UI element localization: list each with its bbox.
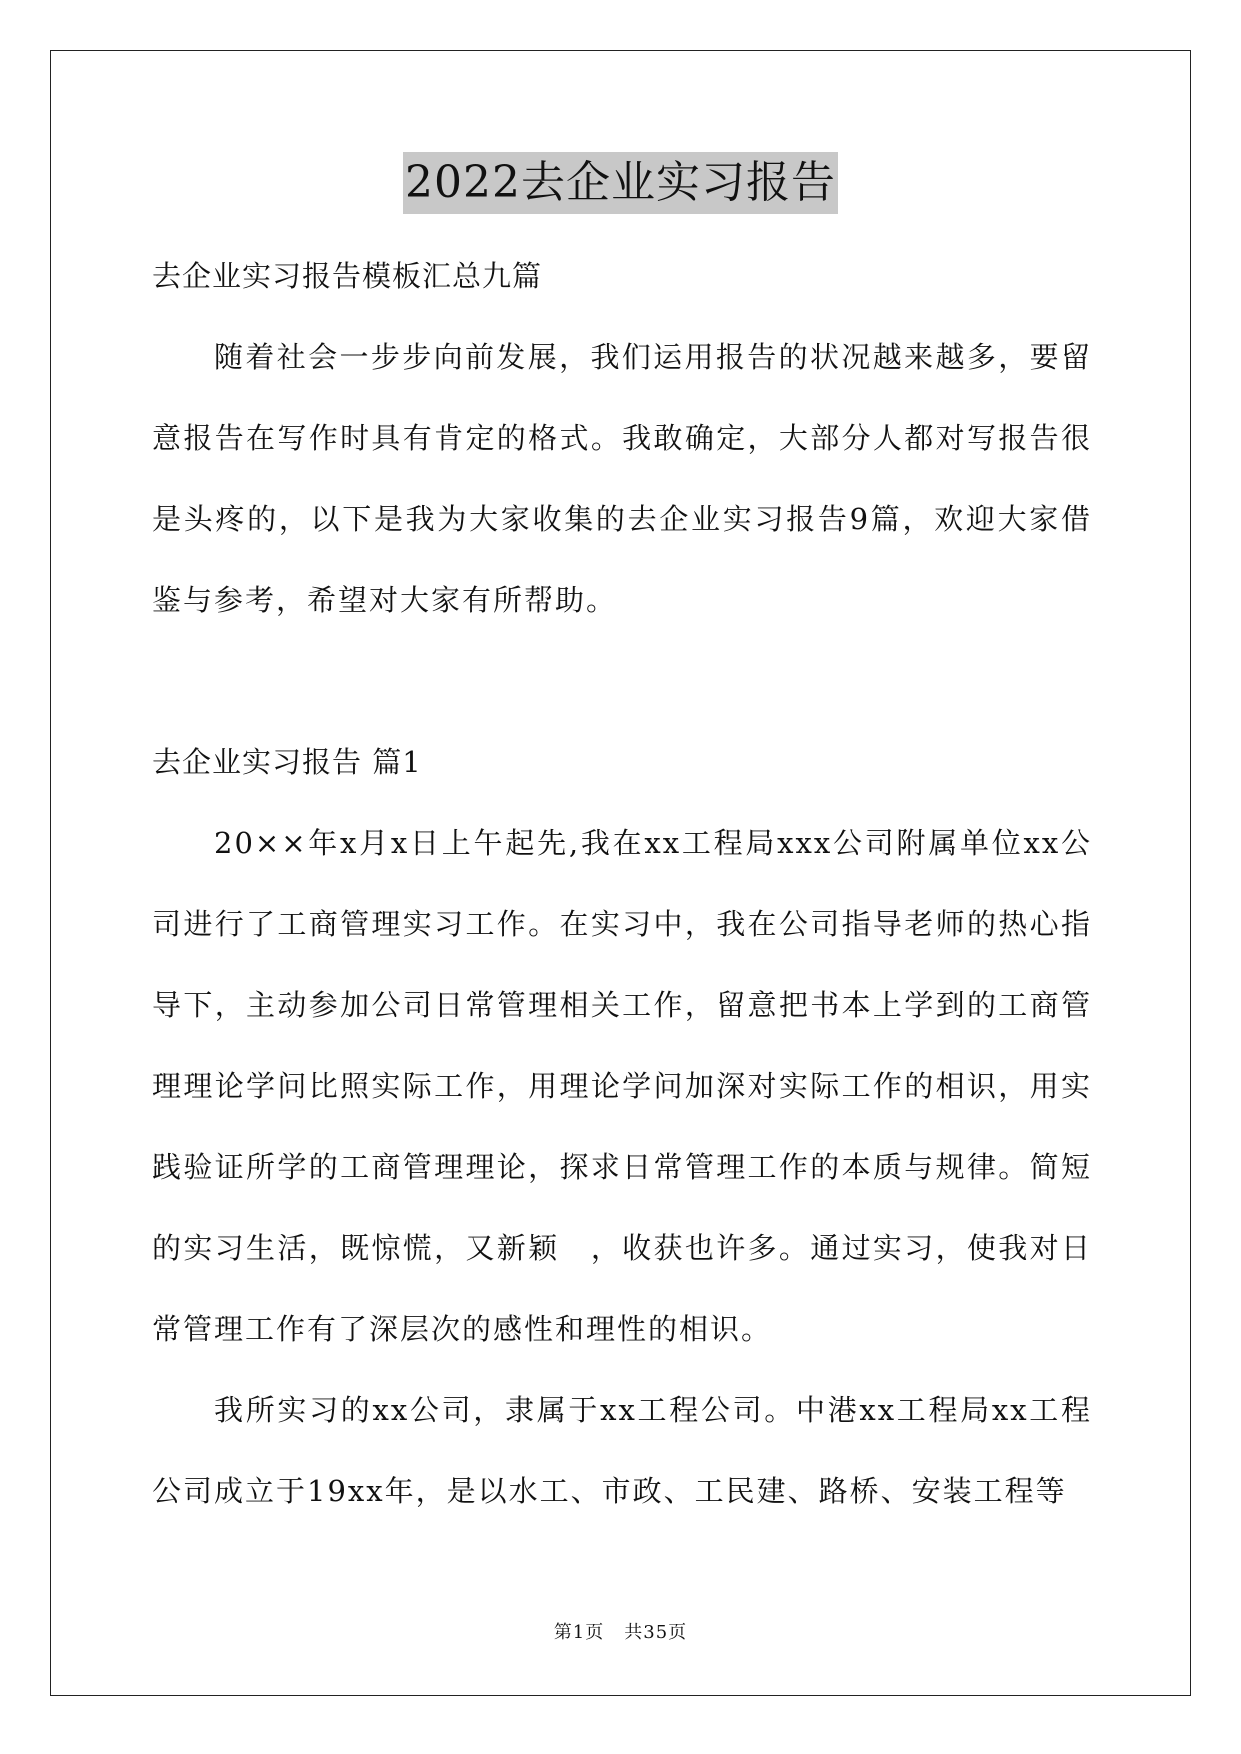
section-heading: 去企业实习报告 篇1 [152, 745, 422, 779]
body-paragraph-2: 我所实习的xx公司，隶属于xx工程公司。中港xx工程局xx工程公司成立于19xx年，是以水工、市政、工民建、路桥、安装工程等 [152, 1393, 1092, 1508]
document-title: 2022去企业实习报告 [403, 152, 838, 214]
page-footer [0, 1620, 1241, 1646]
document-subtitle: 去企业实习报告模板汇总九篇 [152, 259, 543, 293]
document-body [152, 236, 1092, 1532]
section-spacer [152, 641, 1092, 722]
body-paragraph-1: 20××年x月x日上午起先,我在xx工程局xxx公司附属单位xx公司进行了工商管理实习工作。在实习中，我在公司指导老师的热心指导下，主动参加公司日常管理相关工作，留意把书本上学到的工商管理理论学问比照实际工作，用理论学问加深对实际工作的相识，用实践验证所学的工商管理理论，探求日常管理工作的本质与规律。简短的实习生活，既惊慌，又新颖 ，收获也许多。通过实习，使我对日常管理工作有了深层次的感性和理性的相识。 [152, 826, 1092, 1346]
page-total: 共35页 [624, 1622, 688, 1643]
page-number: 第1页 [553, 1622, 605, 1643]
title-container [0, 152, 1241, 214]
intro-paragraph: 随着社会一步步向前发展，我们运用报告的状况越来越多，要留意报告在写作时具有肯定的格式。我敢确定，大部分人都对写报告很是头疼的，以下是我为大家收集的去企业实习报告9篇，欢迎大家借鉴与参考，希望对大家有所帮助。 [152, 340, 1092, 617]
